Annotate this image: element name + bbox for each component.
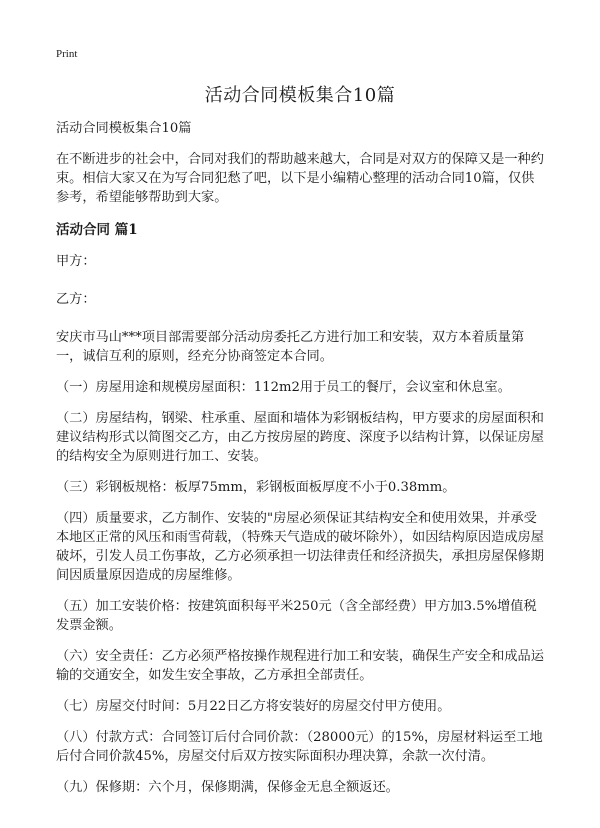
document-body [56,119,546,809]
document-subtitle: 活动合同模板集合10篇 [56,121,192,136]
document-title: 活动合同模板集合10篇 [204,85,396,106]
party-b-line: 乙方： [56,292,96,307]
clause-1: （一）房屋用途和规模房屋面积：112m2用于员工的餐厅，会议室和休息室。 [56,380,511,395]
clause-2: （二）房屋结构，钢梁、柱承重、屋面和墙体为彩钢板结构，甲方要求的房屋面积和建议结构形式以简图交乙方，由乙方按房屋的跨度、深度予以结构计算，以保证房屋的结构安全为原则进行加工、安装。 [56,411,544,464]
section-heading: 活动合同 篇1 [56,222,138,238]
clause-9: （九）保修期：六个月，保修期满，保修金无息全额返还。 [56,780,399,795]
party-a-line: 甲方： [56,254,96,269]
clause-5: （五）加工安装价格：按建筑面积每平米250元（含全部经费）甲方加3.5%增值税发票金额。 [56,599,537,633]
clause-7: （七）房屋交付时间：5月22日乙方将安装好的房屋交付甲方使用。 [56,699,451,714]
clause-3: （三）彩钢板规格：板厚75mm，彩钢板面板厚度不小于0.38mm。 [56,480,456,495]
print-link[interactable]: Print [56,48,78,60]
clause-8: （八）付款方式：合同签订后付合同价款：（28000元）的15%，房屋材料运至工地后付合同价款45%，房屋交付后双方按实际面积办理决算，余款一次付清。 [56,730,543,764]
clause-6: （六）安全责任：乙方必须严格按操作规程进行加工和安装，确保生产安全和成品运输的交通安全，如发生安全事故，乙方承担全部责任。 [56,649,544,683]
intro-paragraph: 在不断进步的社会中，合同对我们的帮助越来越大，合同是对双方的保障又是一种约束。相信大家又在为写合同犯愁了吧，以下是小编精心整理的活动合同10篇，仅供参考，希望能够帮助到大家。 [56,152,544,205]
clause-4: （四）质量要求，乙方制作、安装的"房屋必须保证其结构安全和使用效果，并承受本地区正常的风压和雨雪荷载，（特殊天气造成的破坏除外），如因结构原因造成房屋破坏，引发人员工伤事故，乙方必须承担一切法律责任和经济损失，承担房屋保修期间因质量原因造成的房屋维修。 [56,511,544,583]
preamble-paragraph: 安庆市马山***项目部需要部分活动房委托乙方进行加工和安装，双方本着质量第一，诚信互利的原则，经充分协商签定本合同。 [56,330,525,364]
